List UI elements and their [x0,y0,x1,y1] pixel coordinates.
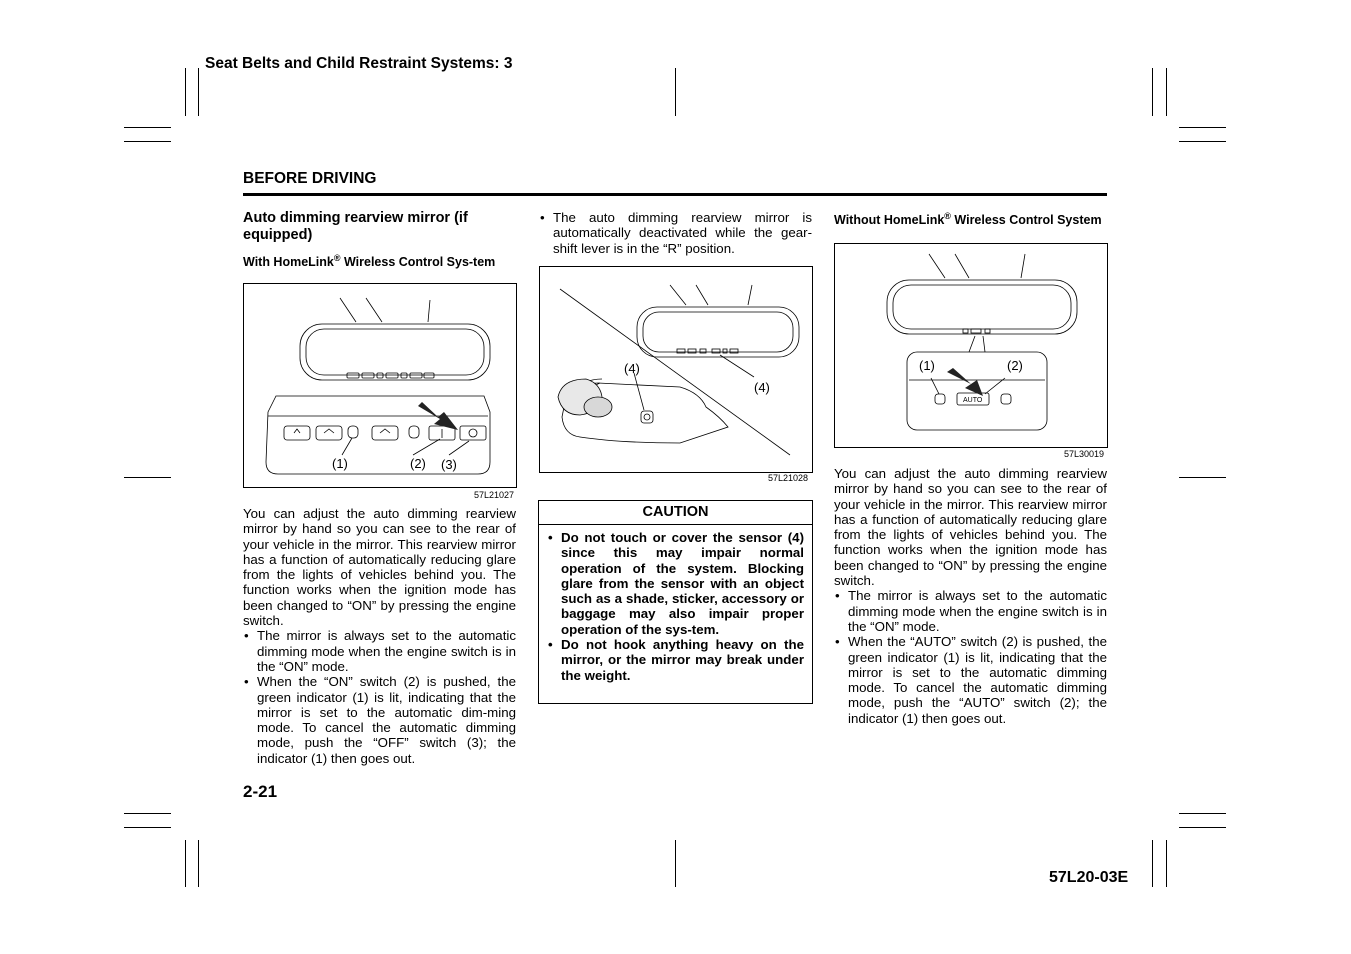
mirror-auto-illustration [835,244,1107,447]
section-title: BEFORE DRIVING [243,170,377,187]
caution-item: • Do not touch or cover the sensor (4) since this may impair normal operation of the system. Blocking glare from the sensor with an object such as a shade, sticker, accessory or baggage may also impair proper operation of the sys-tem. [547,530,804,637]
caution-box [538,500,813,704]
page-number: 2-21 [243,782,278,801]
figure-without-homelink [834,243,1108,448]
col3-body [834,466,1107,726]
callout-1: (1) [332,456,348,471]
callout-3: (3) [441,457,457,472]
col2-top-bullet [539,210,812,256]
figure-sensor [539,266,813,473]
col1-subtitle: With HomeLink® Wireless Control Sys-tem [243,253,496,270]
figure-code: 57L30019 [1064,449,1105,459]
section-rule [243,193,1107,196]
callout-4b: (4) [754,380,770,395]
col3-subtitle: Without HomeLink® Wireless Control System [834,211,1102,228]
callout-2: (2) [1007,358,1023,373]
article-title: Auto dimming rearview mirror (if equipped) [243,210,468,243]
col3-heading [834,209,1107,228]
col1-heading-block [243,210,516,270]
figure-with-homelink [243,283,517,488]
paragraph: You can adjust the auto dimming rearview mirror by hand so you can see to the rear of your vehicle in the mirror. This rearview mirror has a function of automatically reducing glare from the lights of vehicles behind you. The function works when the ignition mode has been changed to “ON” by pressing the engine switch. [243,506,516,629]
callout-4a: (4) [624,361,640,376]
list-item: • When the “AUTO” switch (2) is pushed, the green indicator (1) is lit, indicating that the mirror is set to the automatic dimming mode. To cancel the automatic dimming mode, push the “AUTO” switch (2); the indicator (1) then goes out. [834,634,1107,726]
list-item: • The mirror is always set to the automatic dimming mode when the engine switch is in the “ON” mode. [834,588,1107,634]
list-item: • The mirror is always set to the automatic dimming mode when the engine switch is in the “ON” mode. [243,628,516,674]
document-code: 57L20-03E [1049,869,1129,886]
list-item: • When the “ON” switch (2) is pushed, the green indicator (1) is lit, indicating that the mirror is set to the automatic dim-ming mode. To cancel the automatic dimming mode, push the “OFF” switch (3); the indicator (1) then goes out. [243,674,516,766]
bullet-list [834,588,1107,726]
mirror-sensor-illustration [540,267,812,472]
col1-body [243,506,516,766]
list-item: • The auto dimming rearview mirror is automatically deactivated while the gear-shift lever is in the “R” position. [539,210,812,256]
paragraph: You can adjust the auto dimming rearview mirror by hand so you can see to the rear of your vehicle in the mirror. This rearview mirror has a function of automatically reducing glare from the lights of vehicles behind you. The function works when the ignition mode has been changed to “ON” by pressing the engine switch. [834,466,1107,589]
callout-1: (1) [919,358,935,373]
figure-code: 57L21028 [768,473,809,483]
figure-code: 57L21027 [474,490,515,500]
callout-2: (2) [410,456,426,471]
caution-list [539,525,812,683]
chapter-title: Seat Belts and Child Restraint Systems: 3 [205,55,513,72]
caution-item: • Do not hook anything heavy on the mirror, or the mirror may break under the weight. [547,637,804,683]
press-arrow-icon [947,368,983,396]
auto-button-label: AUTO [963,397,983,404]
caution-title: CAUTION [539,501,812,525]
mirror-homelink-illustration [244,284,516,487]
bullet-list [243,628,516,766]
